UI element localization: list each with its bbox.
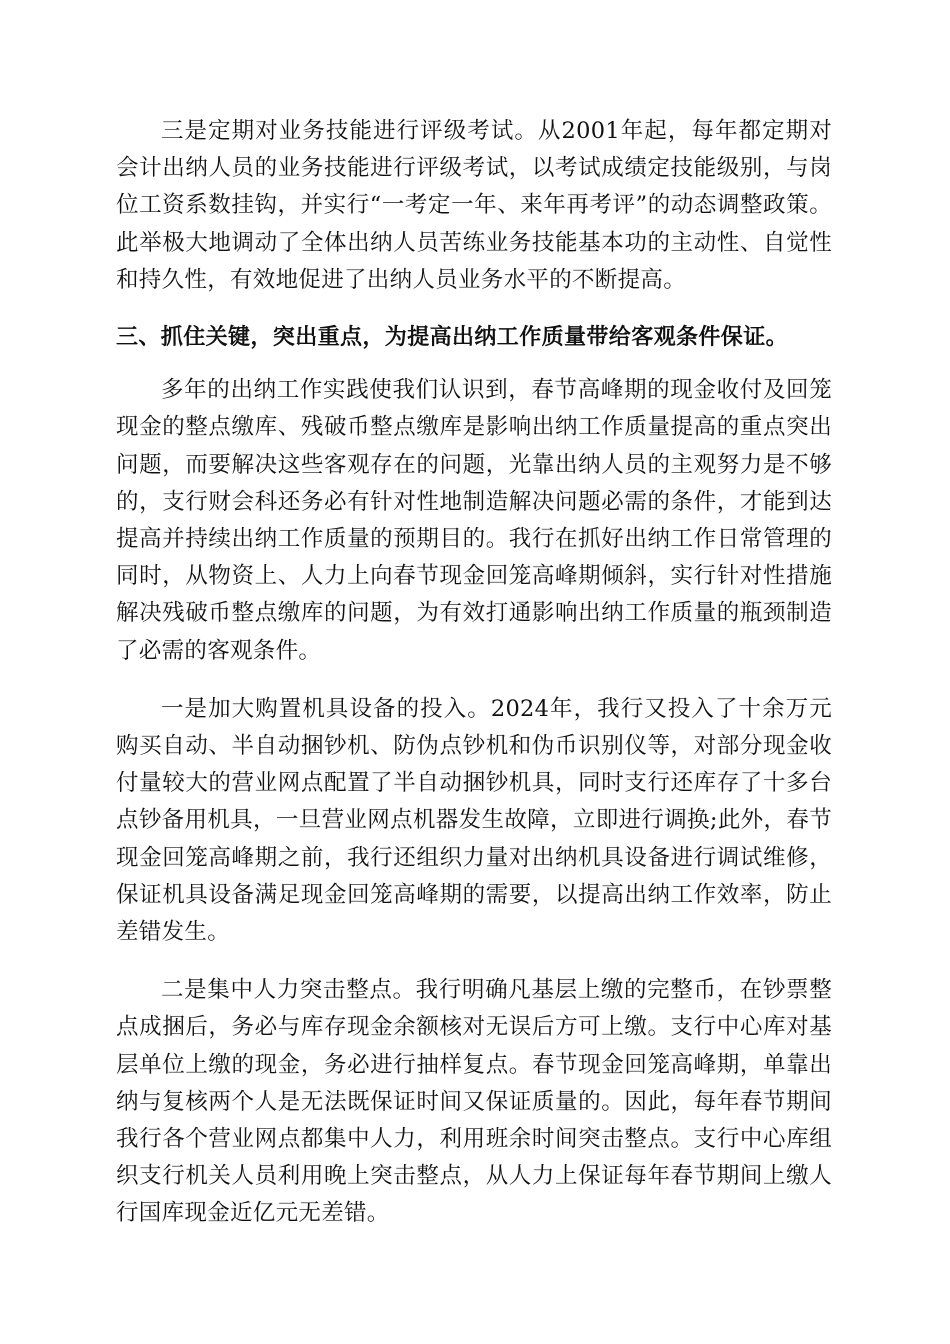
paragraph-key-points-intro: 多年的出纳工作实践使我们认识到，春节高峰期的现金收付及回笼现金的整点缴库、残破币整点缴库是影响出纳工作质量提高的重点突出问题，而要解决这些客观存在的问题，光靠出纳人员的主观努力是不够的，支行财会科还务必有针对性地制造解决问题必需的条件，才能到达提高并持续出纳工作质量的预期目的。我行在抓好出纳工作日常管理的同时，从物资上、人力上向春节现金回笼高峰期倾斜，实行针对性措施解决残破币整点缴库的问题，为有效打通影响出纳工作质量的瓶颈制造了必需的客观条件。 [116,377,832,664]
paragraph-equipment-investment: 一是加大购置机具设备的投入。2024年，我行又投入了十余万元购买自动、半自动捆钞机、防伪点钞机和伪币识别仪等，对部分现金收付量较大的营业网点配置了半自动捆钞机具，同时支行还库存了十多台点钞备用机具，一旦营业网点机器发生故障，立即进行调换;此外，春节现金回笼高峰期之前，我行还组织力量对出纳机具设备进行调试维修，保证机具设备满足现金回笼高峰期的需要，以提高出纳工作效率，防止差错发生。 [116,695,832,946]
paragraph-manpower-counting: 二是集中人力突击整点。我行明确凡基层上缴的完整币，在钞票整点成捆后，务必与库存现金余额核对无误后方可上缴。支行中心库对基层单位上缴的现金，务必进行抽样复点。春节现金回笼高峰期，单靠出纳与复核两个人是无法既保证时间又保证质量的。因此，每年春节期间我行各个营业网点都集中人力，利用班余时间突击整点。支行中心库组织支行机关人员利用晚上突击整点，从人力上保证每年春节期间上缴人行国库现金近亿元无差错。 [116,977,832,1227]
section-heading-3: 三、抓住关键，突出重点，为提高出纳工作质量带给客观条件保证。 [116,325,789,351]
document-page [116,113,832,1233]
paragraph-skill-rating-exam: 三是定期对业务技能进行评级考试。从2001年起，每年都定期对会计出纳人员的业务技能进行评级考试，以考试成绩定技能级别，与岗位工资系数挂钩，并实行“一考定一年、来年再考评”的动态调整政策。此举极大地调动了全体出纳人员苦练业务技能基本功的主动性、自觉性和持久性，有效地促进了出纳人员业务水平的不断提高。 [116,118,832,293]
